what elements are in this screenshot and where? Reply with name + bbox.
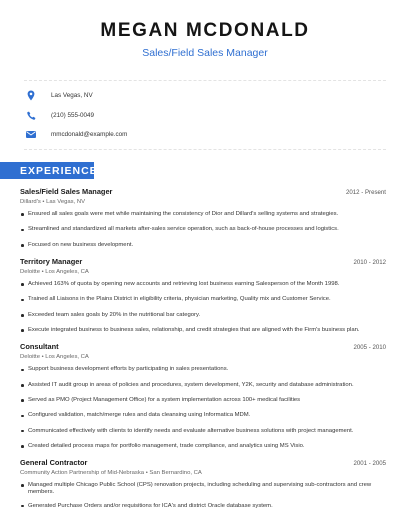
contact-block (24, 80, 386, 150)
candidate-title: Sales/Field Sales Manager (142, 47, 268, 59)
contact-phone (24, 106, 386, 125)
job-dates: 2012 - Present (346, 189, 386, 196)
contact-location (24, 86, 386, 105)
job-company: Dillard's • Las Vegas, NV (20, 199, 86, 205)
job-bullet: Achieved 163% of quota by opening new accounts and retrieving lost business earning Salesperson of the Month 1998. (20, 281, 386, 288)
job-entry (20, 187, 386, 249)
email-text: mmcdonald@example.com (51, 131, 128, 138)
job-entry (20, 458, 386, 510)
job-bullets (20, 281, 386, 334)
job-company: Community Action Partnership of Mid-Nebraska • San Bernardino, CA (20, 470, 202, 477)
job-bullets (20, 366, 386, 450)
experience-heading: EXPERIENCE (20, 165, 98, 177)
job-bullet: Served as PMO (Project Management Office) for a system implementation across 100+ medical facilities (20, 397, 386, 404)
experience-section-header (0, 162, 98, 179)
job-bullet: Focused on new business development. (20, 242, 386, 249)
resume-header (0, 0, 410, 59)
job-bullet: Exceeded team sales goals by 20% in the nutritional bar category. (20, 312, 386, 319)
job-bullet: Configured validation, match/merge rules and data cleansing using Informatica MDM. (20, 412, 386, 419)
job-dates: 2010 - 2012 (353, 259, 386, 267)
job-bullet: Created detailed process maps for portfolio management, trade compliance, and analytics using MS Visio. (20, 443, 386, 450)
job-bullet: Ensured all sales goals were met while maintaining the consistency of Dior and Dillard's selling systems and strategies. (20, 211, 386, 218)
experience-list (20, 187, 386, 518)
job-bullet: Generated Purchase Orders and/or requisitions for ICA's and district Oracle database system. (20, 503, 386, 510)
job-bullets (20, 482, 386, 510)
job-dates: 2005 - 2010 (353, 344, 386, 352)
job-bullet: Trained all Liaisons in the Plains District in eligibility criteria, physician marketing, Quality mix and Customer Service. (20, 296, 386, 303)
job-bullet: Communicated effectively with clients to identify needs and evaluate alternative business solutions with project management. (20, 428, 386, 435)
job-bullet: Execute integrated business to business sales, relationship, and credit strategies that are aligned with the Firm's business plan. (20, 327, 386, 334)
contact-email (24, 125, 386, 144)
job-entry (20, 342, 386, 450)
phone-text: (210) 555-0049 (51, 111, 95, 119)
location-text: Las Vegas, NV (51, 92, 93, 99)
job-bullet: Streamlined and standardized all markets after-sales service operation, such as back-of-house processes and logistics. (20, 226, 386, 233)
job-company: Deloitte • Los Angeles, CA (20, 354, 89, 361)
job-company: Deloitte • Los Angeles, CA (20, 269, 89, 276)
job-bullet: Assisted IT audit group in areas of policies and procedures, system development, Y2K, security and database administration. (20, 382, 386, 389)
job-title: General Contractor (20, 458, 88, 468)
location-pin-icon (24, 89, 38, 103)
job-bullets (20, 211, 386, 249)
job-title: Consultant (20, 342, 59, 352)
job-title: Sales/Field Sales Manager (20, 187, 113, 196)
envelope-icon (24, 128, 38, 142)
job-bullet: Support business development efforts by participating in sales presentations. (20, 366, 386, 373)
job-title: Territory Manager (20, 257, 83, 267)
job-bullet: Managed multiple Chicago Public School (CPS) renovation projects, including scheduling and supervising sub-contractors and crew members. (20, 482, 386, 496)
phone-icon (24, 108, 38, 122)
job-dates: 2001 - 2005 (353, 460, 386, 468)
candidate-name: MEGAN MCDONALD (100, 20, 310, 41)
job-entry (20, 257, 386, 334)
